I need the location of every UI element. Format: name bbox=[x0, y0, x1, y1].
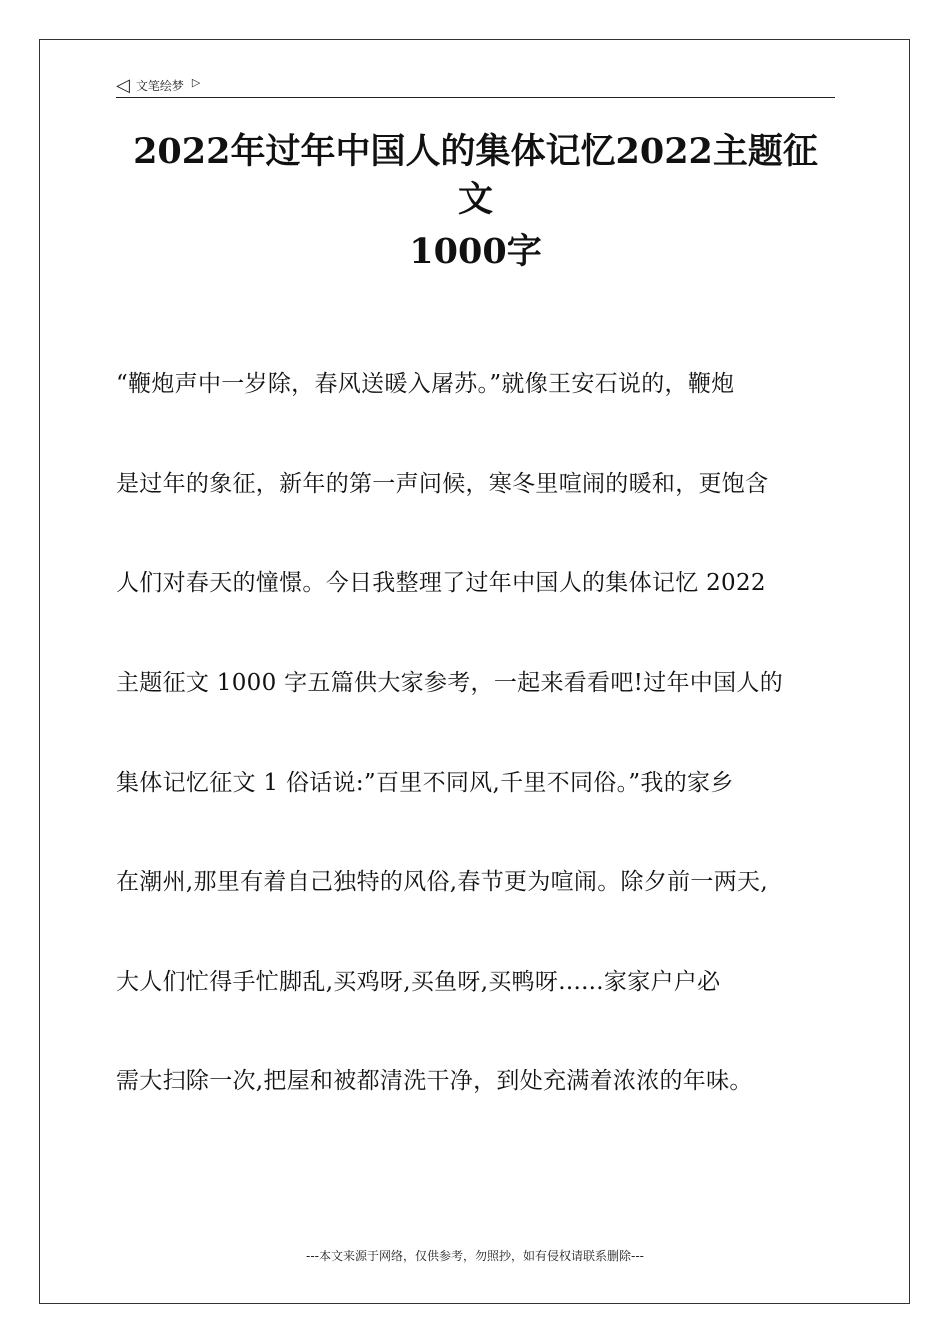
header-rule bbox=[116, 97, 835, 98]
body-line-3: 人们对春天的憧憬。今日我整理了过年中国人的集体记忆 2022 bbox=[116, 570, 766, 596]
body-line-2: 是过年的象征，新年的第一声问候，寒冬里喧闹的暖和，更饱含 bbox=[116, 471, 769, 497]
footer-disclaimer: ---本文来源于网络，仅供参考，勿照抄，如有侵权请联系删除--- bbox=[306, 1249, 644, 1263]
left-triangle-icon: ◁ bbox=[116, 74, 130, 96]
document-title-line-2: 1000字 bbox=[409, 231, 542, 272]
header-label: 文笔绘梦 bbox=[135, 78, 184, 93]
body-line-1: “鞭炮声中一岁除，春风送暖入屠苏。”就像王安石说的，鞭炮 bbox=[116, 371, 735, 397]
document-header bbox=[116, 74, 200, 96]
body-line-8: 需大扫除一次,把屋和被都清洗干净，到处充满着浓浓的年味。 bbox=[116, 1068, 753, 1094]
right-triangle-icon: ▷ bbox=[191, 75, 201, 89]
body-line-5: 集体记忆征文 1 俗话说:”百里不同风,千里不同俗。”我的家乡 bbox=[116, 770, 734, 796]
body-line-7: 大人们忙得手忙脚乱,买鸡呀,买鱼呀,买鸭呀......家家户户必 bbox=[116, 969, 721, 995]
body-line-4: 主题征文 1000 字五篇供大家参考，一起来看看吧!过年中国人的 bbox=[116, 670, 783, 696]
body-line-6: 在潮州,那里有着自己独特的风俗,春节更为喧闹。除夕前一两天, bbox=[116, 869, 768, 895]
document-title-line-1: 2022年过年中国人的集体记忆2022主题征文 bbox=[133, 131, 818, 220]
